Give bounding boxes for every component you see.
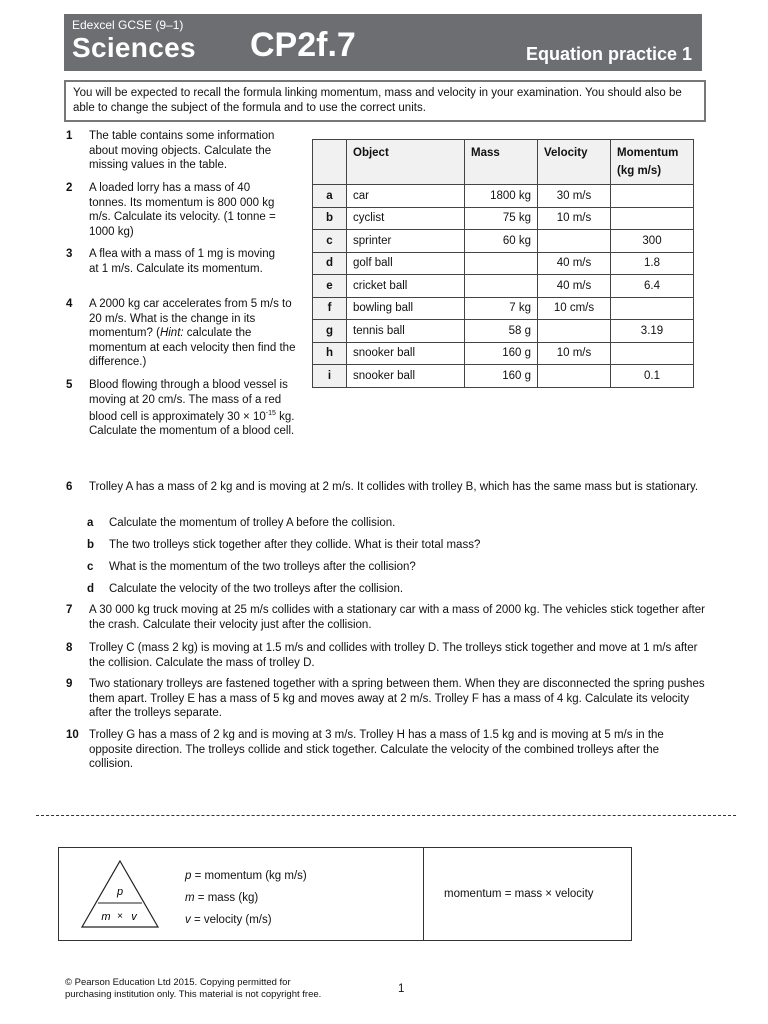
question-text: Trolley C (mass 2 kg) is moving at 1.5 m/s and collides with trolley D. The trolleys stick together and move at 1 m/s after the collision. Calculate the mass of trolley D. — [89, 642, 698, 669]
question-6-part-a: a Calculate the momentum of trolley A before the collision. — [87, 517, 396, 529]
word-equation: momentum = mass × velocity — [444, 888, 594, 900]
object-cell: tennis ball — [347, 320, 465, 343]
question-number: 8 — [66, 642, 73, 654]
row-label: d — [313, 252, 347, 275]
velocity-cell: 30 m/s — [538, 185, 611, 208]
subject-label: Sciences — [72, 32, 196, 63]
table-row — [313, 320, 694, 343]
table-header-row — [313, 140, 694, 185]
series-label: Edexcel GCSE (9–1) — [72, 18, 184, 32]
row-label: h — [313, 342, 347, 365]
mass-cell: 58 g — [465, 320, 538, 343]
mass-cell: 1800 kg — [465, 185, 538, 208]
question-number: 10 — [66, 729, 79, 741]
momentum-cell: 0.1 — [611, 365, 694, 388]
mass-cell — [465, 252, 538, 275]
row-label: c — [313, 230, 347, 253]
velocity-cell — [538, 320, 611, 343]
table-row — [313, 185, 694, 208]
question-1 — [66, 129, 302, 173]
question-number: 4 — [66, 298, 73, 310]
question-number: 1 — [66, 130, 73, 142]
mass-cell: 60 kg — [465, 230, 538, 253]
question-text: The table contains some information about moving objects. Calculate the missing values in the table. — [89, 130, 275, 171]
table-row — [313, 230, 694, 253]
table-header-velocity: Velocity — [538, 140, 611, 185]
question-6 — [66, 480, 706, 495]
object-cell: bowling ball — [347, 297, 465, 320]
question-number: 5 — [66, 379, 73, 391]
momentum-cell: 3.19 — [611, 320, 694, 343]
header-banner — [64, 14, 702, 71]
table-header-blank — [313, 140, 347, 185]
momentum-table — [312, 139, 694, 388]
page-number: 1 — [398, 983, 405, 995]
momentum-cell — [611, 207, 694, 230]
momentum-cell: 1.8 — [611, 252, 694, 275]
copyright-notice: © Pearson Education Ltd 2015. Copying permitted for purchasing institution only. This material is not copyright free. — [65, 977, 322, 1000]
object-cell: car — [347, 185, 465, 208]
velocity-cell — [538, 230, 611, 253]
row-label: b — [313, 207, 347, 230]
question-10 — [66, 728, 706, 772]
question-number: 2 — [66, 182, 73, 194]
momentum-cell — [611, 185, 694, 208]
question-5 — [66, 378, 296, 439]
exponent: -15 — [265, 410, 276, 417]
table-row — [313, 342, 694, 365]
question-text: A 30 000 kg truck moving at 25 m/s collides with a stationary car with a mass of 2000 kg. The vehicles stick together after the crash. Calculate their velocity just after the collision. — [89, 604, 705, 631]
table-header-mass: Mass — [465, 140, 538, 185]
formula-box — [58, 847, 632, 941]
question-text: Trolley A has a mass of 2 kg and is moving at 2 m/s. It collides with trolley B, which has the same mass but is stationary. — [89, 481, 699, 493]
mass-cell — [465, 275, 538, 298]
momentum-cell — [611, 297, 694, 320]
question-text: A 2000 kg car accelerates from 5 m/s to 20 m/s. What is the change in its momentum? (Hint: calculate the momentum at each velocity then find the difference.) — [89, 298, 296, 368]
question-7 — [66, 603, 706, 632]
hint-label: Hint: — [159, 327, 184, 339]
question-8 — [66, 641, 706, 670]
mass-cell: 160 g — [465, 342, 538, 365]
object-cell: sprinter — [347, 230, 465, 253]
momentum-cell: 6.4 — [611, 275, 694, 298]
formula-divider — [423, 848, 424, 940]
question-text: A loaded lorry has a mass of 40 tonnes. Its momentum is 800 000 kg m/s. Calculate its velocity. (1 tonne = 1000 kg) — [89, 182, 276, 238]
question-number: 9 — [66, 678, 73, 690]
row-label: a — [313, 185, 347, 208]
question-text: Trolley G has a mass of 2 kg and is moving at 3 m/s. Trolley H has a mass of 1.5 kg and is moving at 5 m/s in the opposite direction. The trolleys collide and stick together. Calculate the velocity of the combined trolleys after the collision. — [89, 729, 664, 770]
definition-m: m = mass (kg) — [185, 892, 259, 904]
question-3 — [66, 247, 286, 276]
table-header-object: Object — [347, 140, 465, 185]
row-label: i — [313, 365, 347, 388]
velocity-cell: 40 m/s — [538, 252, 611, 275]
momentum-cell: 300 — [611, 230, 694, 253]
question-6-part-b: b The two trolleys stick together after they collide. What is their total mass? — [87, 539, 481, 551]
symbol-definitions — [185, 865, 307, 931]
velocity-cell: 10 m/s — [538, 207, 611, 230]
velocity-cell: 40 m/s — [538, 275, 611, 298]
question-6-part-c: c What is the momentum of the two trolleys after the collision? — [87, 561, 416, 573]
question-number: 6 — [66, 481, 73, 493]
velocity-cell: 10 cm/s — [538, 297, 611, 320]
object-cell: snooker ball — [347, 365, 465, 388]
mass-cell: 75 kg — [465, 207, 538, 230]
definition-p: p = momentum (kg m/s) — [185, 870, 307, 882]
triangle-times: × — [117, 911, 123, 922]
question-2 — [66, 181, 286, 239]
table-row — [313, 207, 694, 230]
mass-cell: 7 kg — [465, 297, 538, 320]
triangle-v: v — [131, 911, 137, 923]
table-row — [313, 275, 694, 298]
formula-triangle-icon — [79, 858, 161, 930]
triangle-m: m — [101, 911, 111, 923]
object-cell: golf ball — [347, 252, 465, 275]
row-label: g — [313, 320, 347, 343]
activity-code: CP2f.7 — [250, 26, 356, 64]
question-6-part-d: d Calculate the velocity of the two trolleys after the collision. — [87, 583, 404, 595]
triangle-p: p — [116, 886, 124, 898]
intro-box: You will be expected to recall the formula linking momentum, mass and velocity in your examination. You should also be able to change the subject of the formula and to use the correct units. — [64, 80, 706, 122]
definition-v: v = velocity (m/s) — [185, 914, 272, 926]
question-4 — [66, 297, 302, 370]
question-9 — [66, 677, 706, 721]
mass-cell: 160 g — [465, 365, 538, 388]
object-cell: cyclist — [347, 207, 465, 230]
table-row — [313, 252, 694, 275]
sheet-title: Equation practice 1 — [525, 44, 692, 64]
question-text: Two stationary trolleys are fastened together with a spring between them. When they are disconnected the spring pushes them apart. Trolley E has a mass of 5 kg and moves away at 2 m/s. Trolley F has a mass of 4 kg. Calculate its velocity after the trolleys separate. — [89, 678, 705, 719]
cut-line — [36, 815, 736, 816]
object-cell: cricket ball — [347, 275, 465, 298]
table-row — [313, 365, 694, 388]
question-text: A flea with a mass of 1 mg is moving at 1 m/s. Calculate its momentum. — [89, 248, 275, 275]
question-number: 3 — [66, 248, 73, 260]
momentum-cell — [611, 342, 694, 365]
question-text: Blood flowing through a blood vessel is moving at 20 cm/s. The mass of a red blood cell is approximately $30 \times 10^{-15}$ kg. Calculate the momentum of a blood cell. — [89, 379, 295, 438]
row-label: f — [313, 297, 347, 320]
table-header-momentum: Momentum (kg m/s) — [611, 140, 694, 185]
row-label: e — [313, 275, 347, 298]
velocity-cell: 10 m/s — [538, 342, 611, 365]
question-number: 7 — [66, 604, 73, 616]
object-cell: snooker ball — [347, 342, 465, 365]
velocity-cell — [538, 365, 611, 388]
table-row — [313, 297, 694, 320]
